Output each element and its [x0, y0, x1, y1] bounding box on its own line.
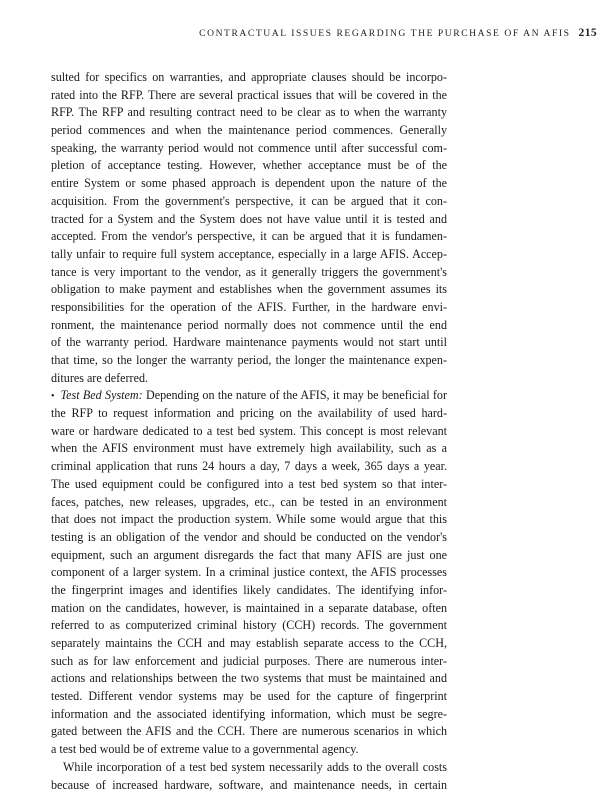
text-line: criminal application that runs 24 hours a day, 7 days a week, 365 days a year.: [51, 459, 447, 474]
bullet-first-line-text: Depending on the nature of the AFIS, it may be beneficial for: [142, 388, 447, 403]
text-line: obligation to make payment and establishes when the government assumes its: [51, 282, 447, 297]
text-line: faces, patches, new releases, upgrades, etc., can be tested in an environment: [51, 494, 447, 509]
text-line: responsibilities for the operation of the AFIS. Further, in the hardware envi-: [51, 299, 447, 314]
text-line: gated between the AFIS and the CCH. There are numerous scenarios in which: [51, 724, 447, 739]
paragraph-test-bed: [51, 405, 447, 759]
text-line: RFP. The RFP and resulting contract need to be clear as to when the warranty: [51, 105, 447, 120]
text-line: tracted for a System and the System does not have value until it is tested and: [51, 211, 447, 226]
text-line: the RFP to request information and pricing on the availability of used hard-: [51, 406, 447, 421]
text-line: acquisition. From the government's perspective, it can be argued that it con-: [51, 193, 447, 208]
paragraph-test-bed-costs: [51, 759, 447, 794]
text-line: the fingerprint images and identifies likely candidates. The identifying infor-: [51, 582, 447, 597]
text-line: of the warranty period. Hardware maintenance payments would not start until: [51, 335, 447, 350]
text-line: because of increased hardware, software, and maintenance needs, in certain: [51, 777, 447, 792]
text-line: ronment, the maintenance period normally does not commence until the end: [51, 317, 447, 332]
text-line: ware or hardware dedicated to a test bed system. This concept is most relevant: [51, 423, 447, 438]
text-line: component of a larger system. In a criminal justice context, the AFIS processes: [51, 565, 447, 580]
text-line: information and the associated identifying information, which must be segre-: [51, 706, 447, 721]
text-line: referred to as computerized criminal history (CCH) records. The government: [51, 618, 447, 633]
bullet-term: Test Bed System:: [60, 388, 143, 403]
running-header: [50, 27, 597, 39]
bullet-first-line: [51, 387, 447, 405]
text-line: The used equipment could be configured into a test bed system so that inter-: [51, 476, 447, 491]
running-title: CONTRACTUAL ISSUES REGARDING THE PURCHASE OF AN AFIS: [199, 28, 571, 39]
text-line: pletion of acceptance testing. However, whether acceptance must be of the: [51, 158, 447, 173]
text-line: ditures are deferred.: [51, 370, 149, 385]
bullet-marker: •: [51, 391, 55, 403]
text-line: mation on the candidates, however, is maintained in a separate database, often: [51, 600, 447, 615]
text-line: a test bed would be of extreme value to a governmental agency.: [51, 742, 359, 757]
text-line: entire System or some phased approach is dependent upon the nature of the: [51, 176, 447, 191]
text-line: when the AFIS environment must have extremely high availability, such as a: [51, 441, 447, 456]
paragraph-warranty: [51, 69, 447, 387]
text-line: separately maintains the CCH and may establish separate access to the CCH,: [51, 636, 447, 650]
text-line: While incorporation of a test bed system necessarily adds to the overall costs: [63, 759, 447, 774]
text-line: equipment, such an argument disregards the fact that many AFIS are just one: [51, 547, 447, 562]
text-line: such as for law enforcement and judicial purposes. There are numerous inter-: [51, 653, 447, 668]
text-line: that time, so the longer the warranty period, the longer the maintenance expen-: [51, 353, 447, 367]
text-line: actions and relationships between the two systems that must be maintained and: [51, 671, 447, 686]
text-line: period commences and when the maintenance period commences. Generally: [51, 123, 447, 138]
text-line: that does not impact the production system. While some would argue that this: [51, 512, 447, 527]
text-line: sulted for specifics on warranties, and appropriate clauses should be incorpo-: [51, 70, 447, 84]
text-line: tested. Different vendor systems may be used for the capture of fingerprint: [51, 689, 447, 704]
page-body: [51, 69, 447, 794]
text-line: rated into the RFP. There are several practical issues that will be covered in the: [51, 87, 447, 102]
text-line: tance is very important to the vendor, as it generally triggers the government's: [51, 264, 447, 279]
page-number: 215: [578, 27, 597, 39]
text-line: testing is an obligation of the vendor and should be conducted on the vendor's: [51, 529, 447, 544]
text-line: accepted. From the vendor's perspective, it can be argued that it is fundamen-: [51, 229, 447, 244]
text-line: tally unfair to require full system acceptance, especially in a large AFIS. Accep-: [51, 246, 447, 261]
text-line: speaking, the warranty period would not commence until after successful com-: [51, 140, 447, 155]
